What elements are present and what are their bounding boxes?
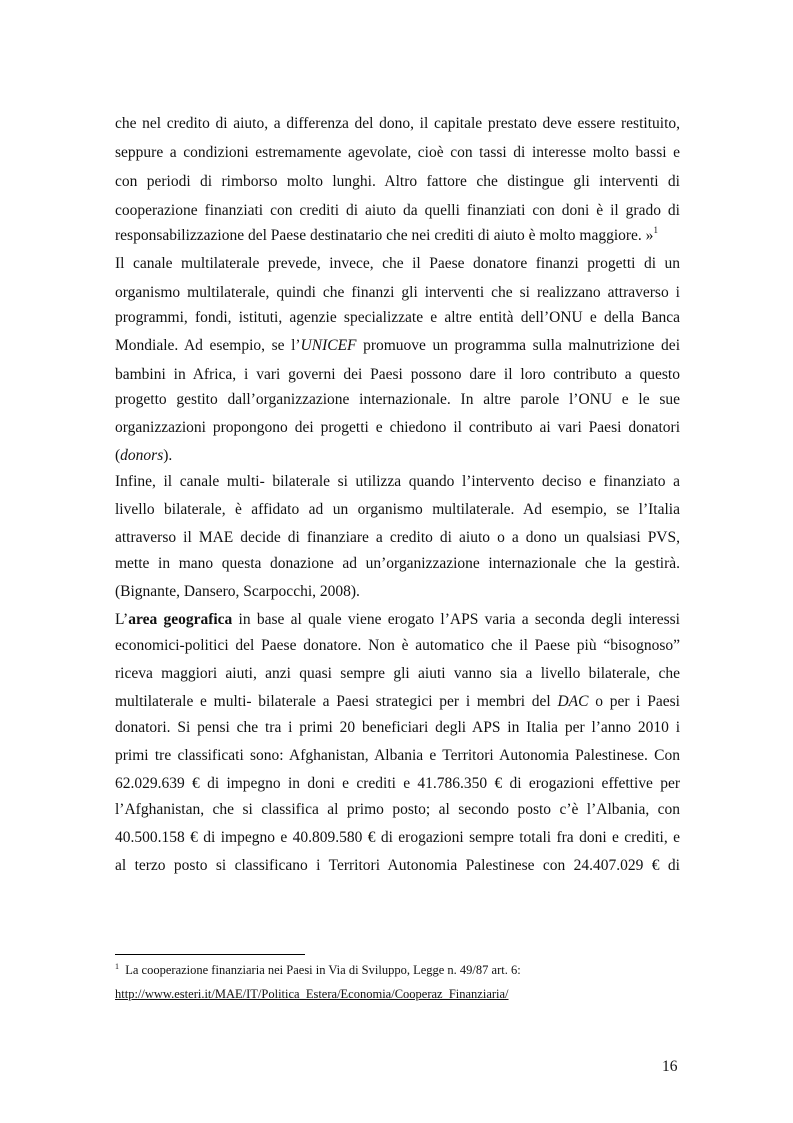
body-line: donatori. Si pensi che tra i primi 20 beneficiari degli APS in Italia per l’anno 2010 i [115,719,680,736]
emphasis-donors: donors [120,447,164,464]
body-line: 62.029.639 € di impegno in doni e crediti e 41.786.350 € di erogazioni effettive per [115,775,680,792]
body-text: Mondiale. Ad esempio, se l’ [115,337,301,354]
body-line: 40.500.158 € di impegno e 40.809.580 € di erogazioni sempre totali fra doni e crediti, e [115,829,680,846]
page-number: 16 [662,1058,678,1075]
body-text: ( [115,447,121,464]
footnote-marker: 1 [115,962,119,971]
body-text: responsabilizzazione del Paese destinatario che nei crediti di aiuto è molto maggiore. » [115,227,654,244]
body-line: cooperazione finanziati con crediti di aiuto da quelli finanziati con doni è il grado di [115,202,680,219]
body-line: livello bilaterale, è affidato ad un organismo multilaterale. Ad esempio, se l’Italia [115,501,680,518]
body-line [115,610,680,630]
body-line [115,692,680,712]
body-line: mette in mano questa donazione ad un’organizzazione internazionale che la gestirà. [115,555,680,572]
body-line: al terzo posto si classificano i Territori Autonomia Palestinese con 24.407.029 € di [115,857,680,874]
body-line: Il canale multilaterale prevede, invece, che il Paese donatore finanzi progetti di un [115,255,680,272]
body-line: primi tre classificati sono: Afghanistan, Albania e Territori Autonomia Palestinese. Con [115,747,680,764]
footnote-text [115,962,680,978]
body-line: economici-politici del Paese donatore. Non è automatico che il Paese più “bisognoso” [115,637,680,654]
body-text: multilaterale e multi- bilaterale a Paesi strategici per i membri del [115,693,558,710]
body-text: promuove un programma sulla malnutrizione dei [356,337,680,354]
body-line: programmi, fondi, istituti, agenzie specializzate e altre entità dell’ONU e della Banca [115,309,680,326]
body-text: o per i Paesi [588,693,680,710]
footnote-link[interactable]: http://www.esteri.it/MAE/IT/Politica_Estera/Economia/Cooperaz_Finanziaria/ [115,987,509,1001]
body-line: organismo multilaterale, quindi che finanzi gli interventi che si realizzano attraverso i [115,284,680,301]
body-text: L’ [115,611,129,628]
emphasis-dac: DAC [557,693,589,710]
footnote-url-line [115,986,680,1002]
footnote-citation: La cooperazione finanziaria nei Paesi in Via di Sviluppo, Legge n. 49/87 art. 6: [125,963,521,977]
body-line [115,446,680,466]
body-line [115,336,680,356]
body-line: organizzazioni propongono dei progetti e chiedono il contributo ai vari Paesi donatori [115,419,680,436]
body-line: seppure a condizioni estremamente agevolate, cioè con tassi di interesse molto bassi e [115,144,680,161]
bold-term-area-geografica: area geografica [128,611,233,628]
body-line: (Bignante, Dansero, Scarpocchi, 2008). [115,583,360,600]
footnote-reference[interactable]: 1 [653,225,658,235]
body-line: che nel credito di aiuto, a differenza del dono, il capitale prestato deve essere restituito, [115,115,680,132]
body-line: bambini in Africa, i vari governi dei Paesi possono dare il loro contributo a questo [115,366,680,383]
body-text: in base al quale viene erogato l’APS varia a seconda degli interessi [232,611,680,628]
body-text: ). [163,447,173,464]
body-line: attraverso il MAE decide di finanziare a credito di aiuto o a dono un qualsiasi PVS, [115,529,680,546]
body-line: progetto gestito dall’organizzazione internazionale. In altre parole l’ONU e le sue [115,391,680,408]
body-line: con periodi di rimborso molto lunghi. Altro fattore che distingue gli interventi di [115,173,680,190]
body-line [115,226,680,246]
emphasis-unicef: UNICEF [300,337,357,354]
body-line: riceva maggiori aiuti, anzi quasi sempre gli aiuti vanno sia a livello bilaterale, che [115,665,680,682]
body-line: Infine, il canale multi- bilaterale si utilizza quando l’intervento deciso e finanziato a [115,473,680,490]
body-line: l’Afghanistan, che si classifica al primo posto; al secondo posto c’è l’Albania, con [115,801,680,818]
footnote-separator [115,954,305,955]
